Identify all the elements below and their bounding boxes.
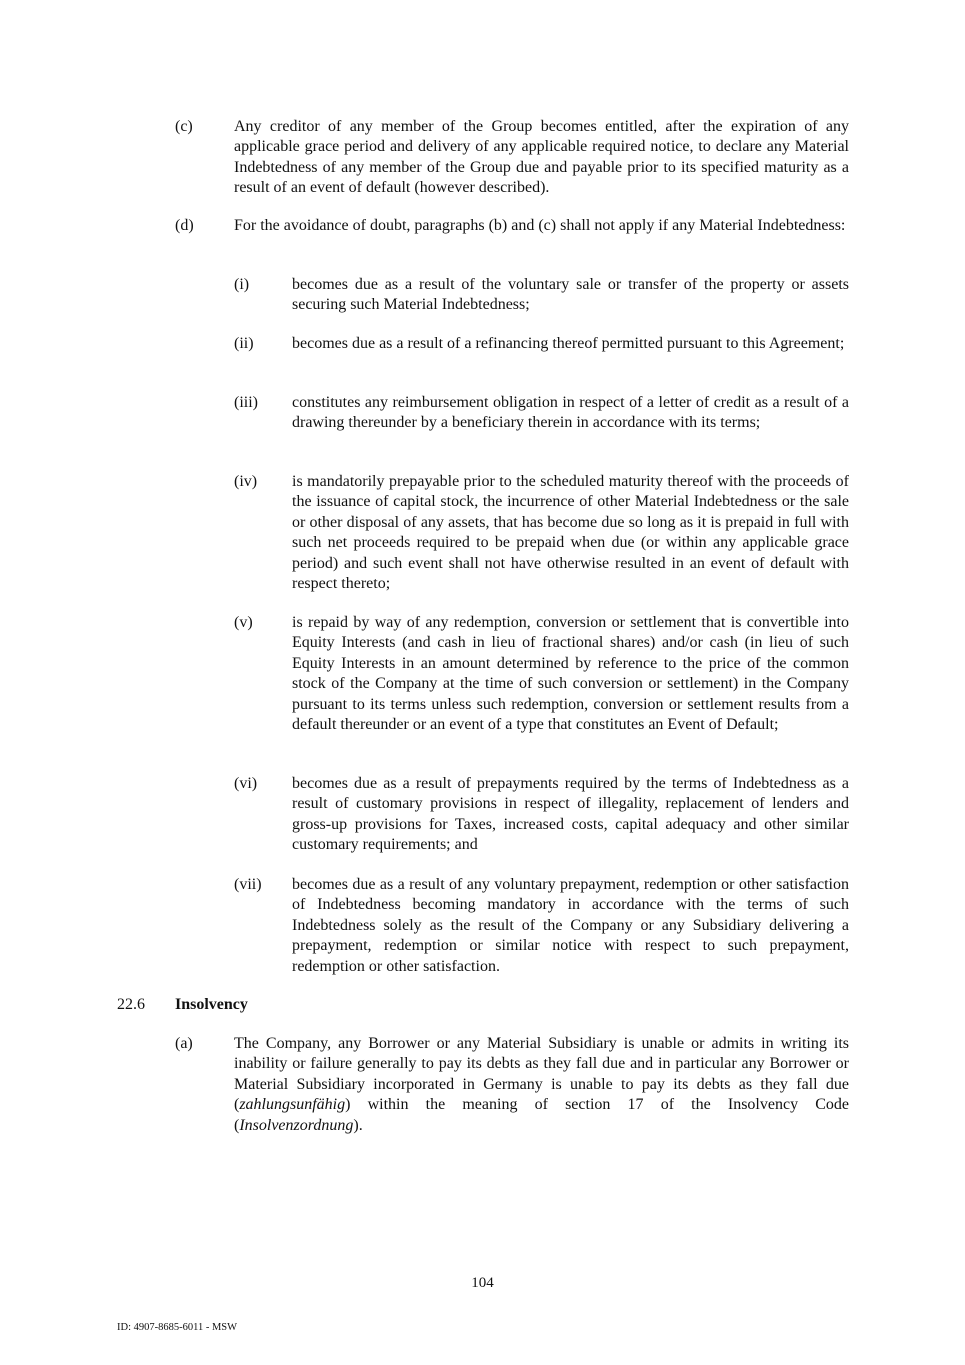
item-i-label: (i)	[234, 276, 250, 293]
item-iii-text: constitutes any reimbursement obligation in respect of a letter of credit as a result of a drawing thereunder by a beneficiary therein in accordance with its terms;	[292, 394, 849, 432]
item-vii-label: (vii)	[234, 876, 262, 893]
item-ii-label: (ii)	[234, 335, 254, 352]
item-v-label: (v)	[234, 614, 253, 631]
item-iv-label: (iv)	[234, 473, 258, 490]
clause-d-label: (d)	[175, 217, 194, 234]
section-number: 22.6	[117, 996, 145, 1013]
item-i-text: becomes due as a result of the voluntary sale or transfer of the property or assets securing such Material Indebtedness;	[292, 276, 849, 314]
section-a-text-part-2: ) within the meaning of section 17 of the Insolvency Code (	[234, 1096, 849, 1134]
section-a-text-part-3: ).	[353, 1116, 363, 1134]
document-id: ID: 4907-8685-6011 - MSW	[117, 1322, 238, 1333]
item-ii-text: becomes due as a result of a refinancing thereof permitted pursuant to this Agreement;	[292, 335, 845, 352]
clause-c-label: (c)	[175, 118, 193, 135]
section-title: Insolvency	[175, 996, 248, 1013]
item-vi-text: becomes due as a result of prepayments required by the terms of Indebtedness as a result of customary provisions in respect of illegality, replacement of lenders and gross-up provisions for Taxes, increased costs, capital adequacy and other similar customary requirements; and	[292, 775, 849, 854]
item-v-text: is repaid by way of any redemption, conversion or settlement that is convertible into Equity Interests (and cash in lieu of fractional shares) and/or cash (in lieu of such Equity Interests in an amount determined by reference to the price of the common stock of the Company at the time of such conversion or settlement) in the Company pursuant to its terms unless such redemption, conversion or settlement results from a default thereunder or an event of a type that constitutes an Event of Default;	[292, 614, 849, 734]
item-iii-label: (iii)	[234, 394, 258, 411]
section-a-text-part-1: The Company, any Borrower or any Material Subsidiary is unable or admits in writing its inability or failure generally to pay its debts as they fall due and in particular any Borrower or Material Subsidiary incorporated in Germany is unable to pay its debts as they fall due (	[234, 1035, 849, 1114]
clause-c-text: Any creditor of any member of the Group becomes entitled, after the expiration of any applicable grace period and delivery of any applicable required notice, to declare any Material Indebtedness of any member of the Group due and payable prior to its specified maturity as a result of an event of default (however described).	[234, 118, 849, 197]
term-zahlungsunfahig: zahlungsunfähig	[239, 1096, 346, 1114]
item-vi-label: (vi)	[234, 775, 258, 792]
section-a-text	[234, 1034, 849, 1136]
item-vii-text: becomes due as a result of any voluntary prepayment, redemption or other satisfaction of Indebtedness becoming mandatory in accordance with the terms of such Indebtedness solely as the result of the Company or any Subsidiary delivering a prepayment, redemption or similar notice with respect to such prepayment, redemption or other satisfaction.	[292, 876, 849, 975]
clause-d-text: For the avoidance of doubt, paragraphs (b) and (c) shall not apply if any Material Indebtedness:	[234, 217, 846, 234]
term-insolvenzordnung: Insolvenzordnung	[239, 1116, 354, 1134]
page-number: 104	[471, 1275, 494, 1291]
section-a-label: (a)	[175, 1035, 193, 1052]
item-iv-text: is mandatorily prepayable prior to the scheduled maturity thereof with the proceeds of the issuance of capital stock, the incurrence of other Material Indebtedness or the sale or other disposal of any assets, that has become due so long as it is prepaid in full with such net proceeds required to be prepaid when due (or within any applicable grace period) and such event shall not have otherwise resulted in an event of default with respect thereto;	[292, 473, 849, 593]
